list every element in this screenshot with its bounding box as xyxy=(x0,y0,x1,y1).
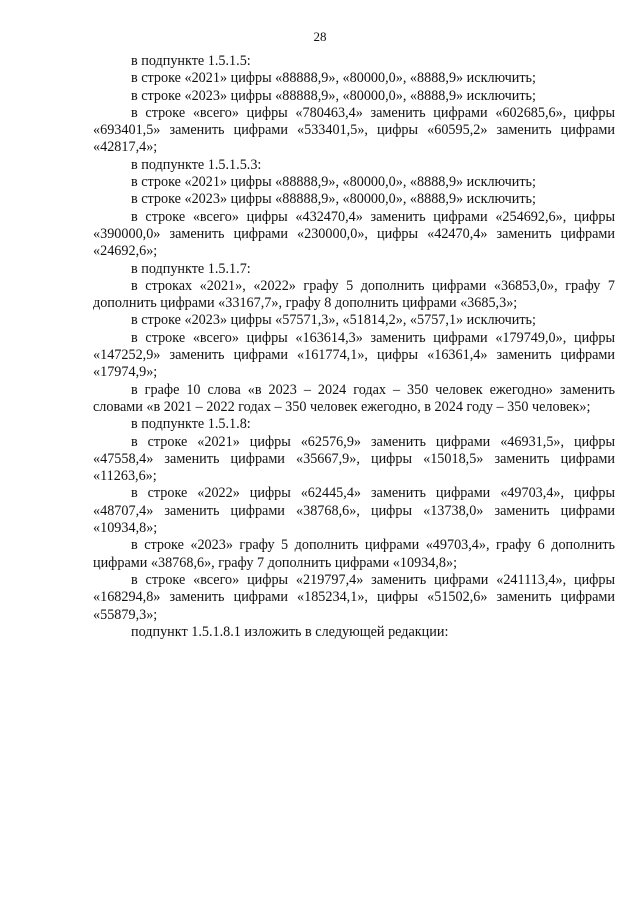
paragraph: в строке «всего» цифры «780463,4» заменить цифрами «602685,6», цифры «693401,5» заменить цифрами «533401,5», цифры «60595,2» заменить цифрами «42817,4»; xyxy=(93,104,615,156)
document-body xyxy=(93,53,615,641)
paragraph: в строке «всего» цифры «432470,4» заменить цифрами «254692,6», цифры «390000,0» заменить цифрами «230000,0», цифры «42470,4» заменить цифрами «24692,6»; xyxy=(93,208,615,260)
paragraph: в строке «2023» цифры «57571,3», «51814,2», «5757,1» исключить; xyxy=(131,312,536,329)
paragraph: в строке «всего» цифры «219797,4» заменить цифрами «241113,4», цифры «168294,8» заменить цифрами «185234,1», цифры «51502,6» заменить цифрами «55879,3»; xyxy=(93,571,615,623)
paragraph: в строке «2021» цифры «88888,9», «80000,0», «8888,9» исключить; xyxy=(131,174,536,191)
paragraph: в строке «2023» графу 5 дополнить цифрами «49703,4», графу 6 дополнить цифрами «38768,6», графу 7 дополнить цифрами «10934,8»; xyxy=(93,537,615,571)
paragraph-final-instruction: подпункт 1.5.1.8.1 изложить в следующей редакции: xyxy=(131,623,449,640)
paragraph: в строке «2021» цифры «88888,9», «80000,0», «8888,9» исключить; xyxy=(131,70,536,87)
paragraph: в строке «2023» цифры «88888,9», «80000,0», «8888,9» исключить; xyxy=(131,191,536,208)
paragraph: в строках «2021», «2022» графу 5 дополнить цифрами «36853,0», графу 7 дополнить цифрами «33167,7», графу 8 дополнить цифрами «3685,3»; xyxy=(93,277,615,312)
page-number: 28 xyxy=(313,29,327,44)
paragraph: в строке «2022» цифры «62445,4» заменить цифрами «49703,4», цифры «48707,4» заменить цифрами «38768,6», цифры «13738,0» заменить цифрами «10934,8»; xyxy=(93,485,615,537)
paragraph: в строке «2021» цифры «62576,9» заменить цифрами «46931,5», цифры «47558,4» заменить цифрами «35667,9», цифры «15018,5» заменить цифрами «11263,6»; xyxy=(93,433,615,485)
paragraph: в строке «2023» цифры «88888,9», «80000,0», «8888,9» исключить; xyxy=(131,87,536,104)
paragraph-subsection-1-5-1-8: в подпункте 1.5.1.8: xyxy=(131,416,251,433)
paragraph-subsection-1-5-1-7: в подпункте 1.5.1.7: xyxy=(131,260,251,277)
paragraph: в строке «всего» цифры «163614,3» заменить цифрами «179749,0», цифры «147252,9» заменить цифрами «161774,1», цифры «16361,4» заменить цифрами «17974,9»; xyxy=(93,329,615,381)
paragraph-subsection-1-5-1-5: в подпункте 1.5.1.5: xyxy=(131,53,251,69)
paragraph-subsection-1-5-1-5-3: в подпункте 1.5.1.5.3: xyxy=(131,156,262,173)
paragraph: в графе 10 слова «в 2023 – 2024 годах – 350 человек ежегодно» заменить словами «в 2021 – 2022 годах – 350 человек ежегодно, в 2024 году – 350 человек»; xyxy=(93,381,615,415)
